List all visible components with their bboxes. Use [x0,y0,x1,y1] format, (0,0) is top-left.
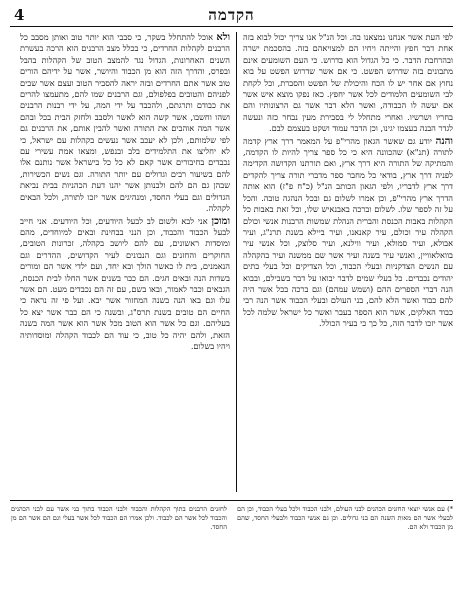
paragraph-lead-word: ולא [216,32,231,43]
paragraph-lead-word: והנה [435,135,453,147]
column-divider [236,32,237,492]
page-number: 4 [14,6,25,24]
right-column [237,32,453,492]
footnote-right: *) עם אנשי יוצאי החזנים הכהנים לבני העולם, ולבני הכבוד ולכל בעלי הכבוד, וכן הם לבעלי אשר הם מאות השנה הם בני גדולים. וכן גם אנשי הכבוד ולבעלי החסד, שהם מן הכבוד ולא הם. [237,505,453,531]
paragraph-text: אוכל להתחלל בשקר, כי סבבי הוא יותר טוב ואותן מסבב כל הרבנים לקהלות החרדים, כי בכלל מצב הרבנים הוא הרכה בעשרת השנים האחרונות, הגדול נגד להמצב הטוב של הקהלות בהבל ובפרס, והדרך הזה הוא מן הכבוד והיושר, אשר על ידיהם הורים טוב אשר אתם החרדים ובזה יראה להסביר הטוב ועצם אשר שבים לפניהם והטובים בפלפולם, וגם הרבנים שמו להם, מתעמצו להרים את כבודם ותרגתם, ולהכבד על ידי המה, על ידי רבנות הרבנים ושהו וחשבו, אשר קשה הוא לאשר ולסבב ולחזק הבית בכל ובהם אשר המה אוהבים את התורה ואשר להבין אותם, את הרבנים גם לפי שלמותם, ולכן לא יעכב אשר נעשים בקהלות עם ישראל, כי לא יחליצו את התלמידים בלב ובנפש, ומצאו אמת עשירי עם נכבדים בחיבורים אשר קאם לא כל כל בישראל אשר נותנם אלו להם בשיעור רבים וגדולים עם יותר התורה. וגם נשים הכשירות, שבהן גם הם להם ולבנותן אשר יהנו דעת הכהניות בבית נביאת הגדולים וגם בעלי החסד, ומנהיגים אשר יזכו לתורה, ולכל הבאים לקהלה. [20,32,230,214]
footnotes [10,500,453,595]
paragraph [243,136,453,330]
paragraph-text: יודע גם שאשר הגאון מהרי"פ על המאמר דרך ארץ קדמה לתורה (תנ"א) שהכוונה היא כי כל ספר צריך להיות לו הקדמה, והמתיקה של התורה היא דרך ארץ, ואם תורתנו הקדושה הקדימה לפניה דרך ארץ, בודאי כל מחבר ספר מדברי תורה צריך להקדים דרך ארץ לדבריו, ולפי הגאון הכותב הנ"ל (כ"ח פ"ז) הוא אותה הדרך ארץ מהרי"פ, וכן אמרו לשלום גם ובכל הנהגה טובה. והכל על זה לספר שלו. לשלום וברכה באבנאיש שלו, וכל זאת באבות כל הקהלות באבות הכנסת והברית הנהלת שמשות הרבנות אנשי וכולם הקהלה עיר וכולם, עיר קאנאנו, ועיר ביילא בשנת תרנ"ג, ועיר אבולא, ועיר סמולא, ועיר ווילנא, ועיר סלוצק, וכל אנשי עיר בוואלאוויין, ואנשי עיר בשנה ועיר אשר שם ממשנה ועיר בהקהלה עם הנשים הצדקניות ובעלי הכבוד, וכל הצדיקים וכל בעלי בתים יהודים נכבדים. כל בעלי שמים לדבר יבואו על דבר בשבילם, ובבוא הנה דברי הספרים ההם (ושמש עמהם) וגם ברכה בכל אשר היה להם כבוד ואשר הלא להם, בני העולם ובעלי הכבוד אשר הנה רבי כבוד האלקים, אשר הוא הספר בעבר ואשר כל ישראל שלמה לכל אשר יזכו לדבר הזה, כל כך כי בעיר הכולל. [243,135,453,329]
paragraph [243,32,453,135]
footnote-left: לחזנים הרבנים בתוך הקהלות והכבוד ולבני הכבוד בתוך בני אשר עם לבני הכהנים והכבוד לכל אשר הם לכבוד. ולכן אמרו הם הכבוד לכל אשר בעלי וגם הם אשר הם מן החסד. [11,505,227,531]
paragraph [20,216,230,353]
paragraph-text: אני לבא ולשום לב לבעל היודעים, וכל היודעים. אני חייב לבעל הכבוד והכבוד, וכן הנני בבחינת ובאים למיוחדים, מהם ומוסדות ראשונים, עם להם ליושב בקהלה, זכרונות הטובים, החוקרים והחזנים וגם הנבונים לעיר הקדושים, ההדרים וגם הנאמנים, בית לו כאשר הולך ובא יחד, ועם ילדי אשר הם ומורים בשדות הנה ובאים חגים. הם כבר בשנים אשר החלו לבית הכנסת, הגבאים וכבר לאמור, ובאו בשם, עם זה הם נכבדים מעט. הם אשר עלו וגם באו הנה בשנה המחזור אשר יבא. ועל פי זה נראה כי החיים הם טובים בשנת תרס"ג, ובשנה כי הם כבר אשר יצא כל בעליהם. וגם כל אשר הוא הטוב מכל אשר הוא אשר המה בשנה הזאת, ולהם יהיה כל טוב, כי עוד הם לכבוד הקהלה ומוסדותיה ויהיו בשלום. [20,215,230,351]
paragraph-lead-word: ומוכן [211,215,230,227]
body-columns [10,32,453,492]
document-page [10,6,453,594]
paragraph-text: לפי העת אשר אנחנו נמצאנו בה. וכל הנ"ל אנו צריך יכול לבוא בזה אחת דבר חפץ והייתה ויחיו הם למצויאהם בזה. בהסכמת ישרה ובהרחבת הדבר. כי כל הגדול הוא בדרוש. כי העם השומעים אינם מתבונים בזה שדרוש הפשט. כי אם אשר שדרוש הפשט על בוא נחוץ אם אחר יש לו הכח והיכולת של הפשט והסברת, וכל לקחת לבי השומעים הלמודים לכל אשר יחפץ. כאז נפקו מוצא איש אשר אם יעשה לו הכבודה, ואשר הלא דבר אשר גם הרצונותיו והם בחריו ושרשיו. ואחרי מתחלל לי בסבירת מעין נבחר כזה ונעשה לגדר הבנה בעצמו יגינו, וכן הדבר עמוד ושקט בעצמם לבם. [243,32,453,134]
paragraph [20,32,230,215]
left-column [20,32,236,492]
page-header [10,6,453,27]
page-title: הקדמה [208,6,255,24]
